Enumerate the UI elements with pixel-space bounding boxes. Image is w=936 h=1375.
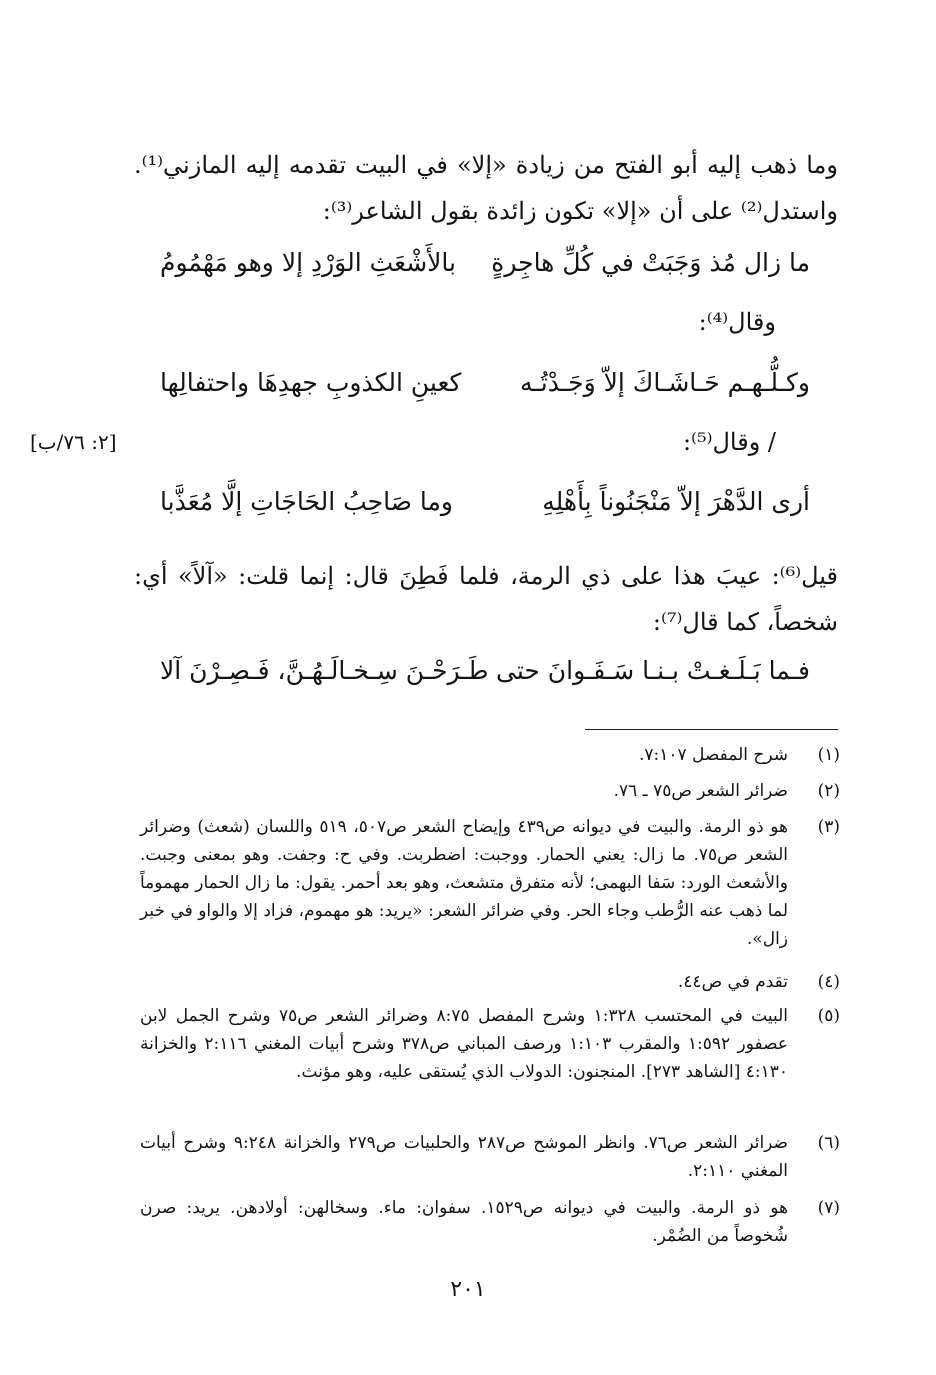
folio-reference: [٢: ٧٦/ب] xyxy=(30,430,117,454)
verse-1-second-hemistich: بالأَشْعَثِ الوَرْدِ إلا وهو مَهْمُومُ xyxy=(160,248,456,277)
verse-3-first-hemistich: أرى الدَّهْرَ إلاّ مَنْجَنُوناً بِأَهْلِهِ xyxy=(542,487,810,516)
verse-2-second-hemistich: كعينِ الكذوبِ جهدِهَا واحتفالِها xyxy=(160,368,462,397)
footnote-text: تقدم في ص٤٤. xyxy=(677,972,788,992)
footnote-number: (٤) xyxy=(817,972,840,992)
footnote-number: (٢) xyxy=(817,781,840,801)
footnote-2 xyxy=(140,777,840,805)
verse-4-first-hemistich: فـما بَـلَـغـتْ بـنـا سَـفَـوانَ حتى xyxy=(495,656,810,685)
verse-4-second-hemistich: طَـرَحْـنَ سِـخـالَـهُـنَّ، فَـصِـرْنَ آلا xyxy=(160,656,489,685)
verse-1-first-hemistich: ما زال مُذ وَجَبَتْ في كُلِّ هاجِرةٍ xyxy=(491,248,810,277)
footnote-1 xyxy=(140,741,840,769)
verse-2-first-hemistich: وكـلُّـهـم حَـاشَـاكَ إلاّ وَجَـدْتُـه xyxy=(520,368,810,397)
qala-2: / وقال⁽⁵⁾: xyxy=(682,428,776,456)
verse-2 xyxy=(160,368,810,412)
footnote-divider xyxy=(585,729,838,730)
intro-paragraph: وما ذهب إليه أبو الفتح من زيادة «إلا» في البيت تقدمه إليه المازني⁽¹⁾. واستدل⁽²⁾ على أن «إلا» تكون زائدة بقول الشاعر⁽³⁾: xyxy=(134,151,838,225)
footnote-text: شرح المفصل ٧:١٠٧. xyxy=(638,745,788,765)
footnote-6 xyxy=(140,1129,840,1185)
footnote-text: ضرائر الشعر ص٧٦. وانظر الموشح ص٢٨٧ والحلبيات ص٢٧٩ والخزانة ٩:٢٤٨ وشرح أبيات المغني ٢:١١٠. xyxy=(140,1133,788,1181)
qila-paragraph: قيل⁽⁶⁾: عيبَ هذا على ذي الرمة، فلما فَطِنَ قال: إنما قلت: «آلاً» أي: شخصاً، كما قال⁽⁷⁾: xyxy=(134,562,838,636)
footnote-text: هو ذو الرمة. والبيت في ديوانه ص١٥٢٩. سفوان: ماء. وسخالهن: أولادهن. يريد: صرن شُخوصاً من الضُمْر. xyxy=(140,1198,788,1246)
verse-4 xyxy=(160,656,810,700)
verse-3-second-hemistich: وما صَاحِبُ الحَاجَاتِ إلَّا مُعَذَّبا xyxy=(160,487,453,516)
page-number: ٢٠١ xyxy=(450,1277,486,1302)
footnote-number: (٦) xyxy=(817,1133,840,1153)
footnote-4 xyxy=(140,968,840,996)
footnote-5 xyxy=(140,1002,840,1086)
verse-3 xyxy=(160,487,810,531)
verse-1 xyxy=(160,248,810,292)
footnote-3 xyxy=(140,813,840,953)
footnote-7 xyxy=(140,1194,840,1250)
footnote-text: هو ذو الرمة. والبيت في ديوانه ص٤٣٩ وإيضاح الشعر ص٥٠٧، ٥١٩ واللسان (شعث) وضرائر الشعر ص٧٥. ما زال: يعني الحمار. ووجبت: اضطربت. وفي ح: وجفت. وهو بمعنى وجبت. والأشعث الورد: سَفا البهمى؛ لأنه متفرق متشعث، وهو بعد أحمر. يقول: ما زال الحمار مهموماً لما ذهب عنه الرُّطب وجاء الحر. وفي ضرائر الشعر: «يريد: هو مهموم، فزاد إلا والواو في خبر زال». xyxy=(140,817,788,949)
qala-1: وقال⁽⁴⁾: xyxy=(698,308,776,336)
footnote-text: ضرائر الشعر ص٧٥ ـ ٧٦. xyxy=(613,781,788,801)
footnote-number: (٧) xyxy=(817,1198,840,1218)
footnote-text: البيت في المحتسب ١:٣٢٨ وشرح المفصل ٨:٧٥ وضرائر الشعر ص٧٥ وشرح الجمل لابن عصفور ١:٥٩٢ والمقرب ١:١٠٣ ورصف المباني ص٣٧٨ وشرح أبيات المغني ٢:١١٦ والخزانة ٤:١٣٠ [الشاهد ٢٧٣]. المنجنون: الدولاب الذي يُستقى عليه، وهو مؤنث. xyxy=(140,1006,788,1082)
footnote-number: (١) xyxy=(817,745,840,765)
footnote-number: (٥) xyxy=(817,1006,840,1026)
footnote-number: (٣) xyxy=(817,817,840,837)
